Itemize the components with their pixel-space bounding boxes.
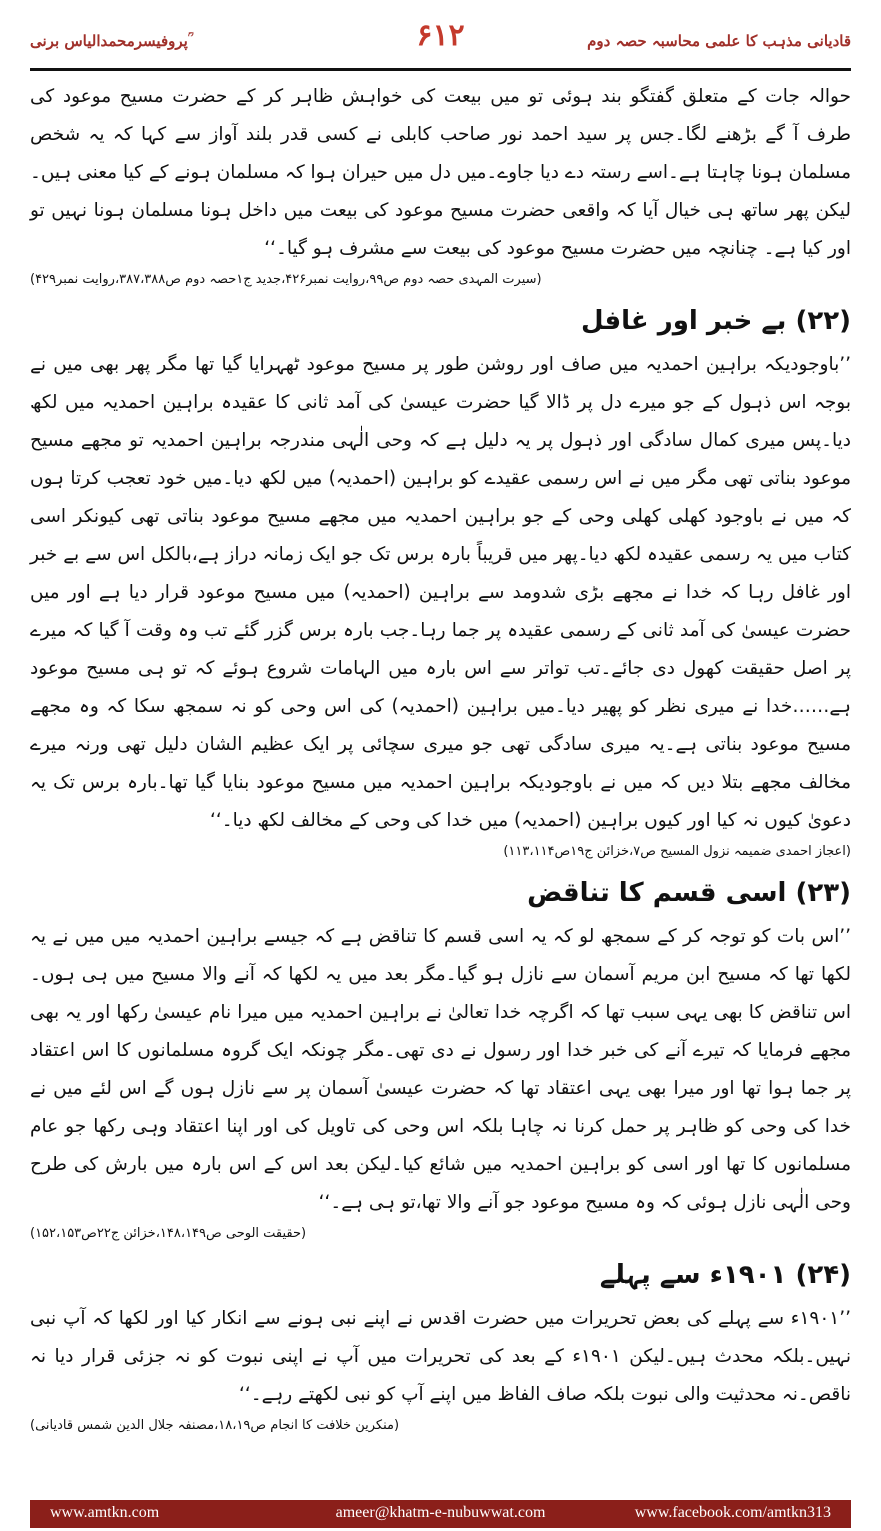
page-number: ۶۱۲ [416, 18, 465, 53]
header-book-title: قادیانی مذہب کا علمی محاسبہ حصہ دوم [587, 32, 851, 50]
section-heading-24: (۲۴) ۱۹۰۱ء سے پہلے [599, 1260, 851, 1290]
page-body [30, 78, 851, 1440]
section-text-23: ’’اس بات کو توجہ کر کے سمجھ لو کہ یہ اسی قسم کا تناقض ہے کہ جیسے براہین احمدیہ میں میں نے یہ لکھا تھا کہ مسیح ابن مریم آسمان سے نازل ہو گیا۔مگر بعد میں یہ لکھا کہ آنے والا مسیح میں ہی ہوں۔اس تناقض کا بھی یہی سبب تھا کہ اگرچہ خدا تعالیٰ نے براہین احمدیہ میں میرا نام عیسیٰ رکھا اور یہ بھی مجھے فرمایا کہ تیرے آنے کی خبر خدا اور رسول نے دی تھی۔مگر چونکہ ایک گروہ مسلمانوں کا اس اعتقاد پر جما ہوا تھا اور میرا بھی یہی اعتقاد تھا کہ حضرت عیسیٰ آسمان پر سے نازل ہوں گے اس لئے میں نے خدا کی وحی کو ظاہر پر حمل کرنا نہ چاہا بلکہ اس وحی کی تاویل کی اور اپنا اعتقاد وہی رکھا جو عام مسلمانوں کا تھا اور اسی کو براہین احمدیہ میں شائع کیا۔لیکن بعد اس کے اس بارہ میں بارش کی طرح وحی الٰہی نازل ہوئی کہ وہ مسیح موعود جو آنے والا تھا،تو ہی ہے۔‘‘ [30, 926, 851, 1213]
paragraph-1: حوالہ جات کے متعلق گفتگو بند ہوئی تو میں بیعت کی خواہش ظاہر کر کے حضرت مسیح موعود کی طرف آ گے بڑھنے لگا۔جس پر سید احمد نور صاحب کابلی نے کسی قدر بلند آواز سے کہا کہ یہ شخص مسلمان ہونا چاہتا ہے۔اسے رستہ دے دیا جاوے۔میں دل میں حیران ہوا کہ مسلمان ہونے کے کیا معنی ہیں۔لیکن پھر ساتھ ہی خیال آیا کہ واقعی حضرت مسیح موعود کی بیعت میں داخل ہونا مسلمان ہونا نہیں تو اور کیا ہے۔ چنانچہ میں حضرت مسیح موعود کی بیعت سے مشرف ہو گیا۔‘‘ [30, 86, 851, 259]
reference-1: (سیرت المہدی حصہ دوم ص۹۹،روایت نمبر۴۲۶،جدید ج۱حصہ دوم ص۳۸۷،۳۸۸،روایت نمبر۴۲۹) [30, 272, 542, 287]
page-header [30, 18, 851, 68]
section-heading-22: (۲۲) بے خبر اور غافل [580, 306, 851, 336]
footer-website-link[interactable]: www.amtkn.com [50, 1504, 160, 1521]
header-rule [30, 68, 851, 71]
footer-email-link[interactable]: ameer@khatm-e-nubuwwat.com [335, 1504, 546, 1521]
footer-facebook-link[interactable]: www.facebook.com/amtkn313 [634, 1504, 831, 1521]
section-text-24: ’’۱۹۰۱ء سے پہلے کی بعض تحریرات میں حضرت اقدس نے اپنے نبی ہونے سے انکار کیا اور لکھا کہ آپ نبی نہیں۔بلکہ محدث ہیں۔لیکن ۱۹۰۱ء کے بعد کی تحریرات میں آپ نے اپنی نبوت کو نہ جزئی قرار دیا نہ ناقص۔نہ محدثیت والی نبوت بلکہ صاف الفاظ میں اپنے آپ کو نبی لکھتے رہے۔‘‘ [30, 1308, 851, 1405]
section-text-22: ’’باوجودیکہ براہین احمدیہ میں صاف اور روشن طور پر مسیح موعود ٹھہرایا گیا تھا مگر پھر بھی میں نے بوجہ اس ذہول کے جو میرے دل پر ڈالا گیا حضرت عیسیٰ کی آمد ثانی کا عقیدہ براہین احمدیہ میں لکھ دیا۔پس میری کمال سادگی اور ذہول پر یہ دلیل ہے کہ وحی الٰہی مندرجہ براہین احمدیہ تو مجھے مسیح موعود بناتی تھی مگر میں نے اس رسمی عقیدے کو براہین (احمدیہ) میں لکھ دیا۔میں خود تعجب کرتا ہوں کہ میں نے باوجود کھلی کھلی وحی کے جو براہین احمدیہ میں مجھے مسیح موعود بناتی تھی کیونکر اسی کتاب میں یہ رسمی عقیدہ لکھ دیا۔پھر میں قریباً بارہ برس تک جو ایک زمانہ دراز ہے،بالکل اس سے بے خبر اور غافل رہا کہ خدا نے مجھے بڑی شدومد سے براہین (احمدیہ) میں مسیح موعود قرار دیا ہے اور میں حضرت عیسیٰ کی آمد ثانی کے رسمی عقیدہ پر جما رہا۔جب بارہ برس گزر گئے تب وہ وقت آ گیا کہ میرے پر اصل حقیقت کھول دی جائے۔تب تواتر سے اس بارہ میں الہامات شروع ہوئے کہ تو ہی مسیح موعود ہے……خدا نے میری نظر کو پھیر دیا۔میں براہین (احمدیہ) کی اس وحی کو نہ سمجھ سکا کہ وہ مجھے مسیح موعود بناتی ہے۔یہ میری سادگی تھی جو میری سچائی پر ایک عظیم الشان دلیل تھی ورنہ میرے مخالف مجھے بتلا دیں کہ میں نے باوجودیکہ براہین احمدیہ میں مسیح موعود بنایا گیا تھا۔بارہ برس تک یہ دعویٰ کیوں نہ کیا اور کیوں براہین (احمدیہ) میں خدا کی وحی کے مخالف لکھ دیا۔‘‘ [30, 354, 851, 831]
reference-22: (اعجاز احمدی ضمیمہ نزول المسیح ص۷،خزائن ج۱۹ص۱۱۳،۱۱۴) [503, 844, 851, 859]
section-heading-23: (۲۳) اسی قسم کا تناقض [527, 878, 851, 908]
header-author: پروفیسرمحمدالیاس برنی ؒ [30, 32, 192, 50]
footer-bar [30, 1500, 851, 1528]
reference-24: (منکرین خلافت کا انجام ص۱۸،۱۹،مصنفہ جلال الدین شمس قادیانی) [30, 1418, 400, 1433]
reference-23: (حقیقت الوحی ص۱۴۸،۱۴۹،خزائن ج۲۲ص۱۵۲،۱۵۳) [30, 1226, 307, 1241]
